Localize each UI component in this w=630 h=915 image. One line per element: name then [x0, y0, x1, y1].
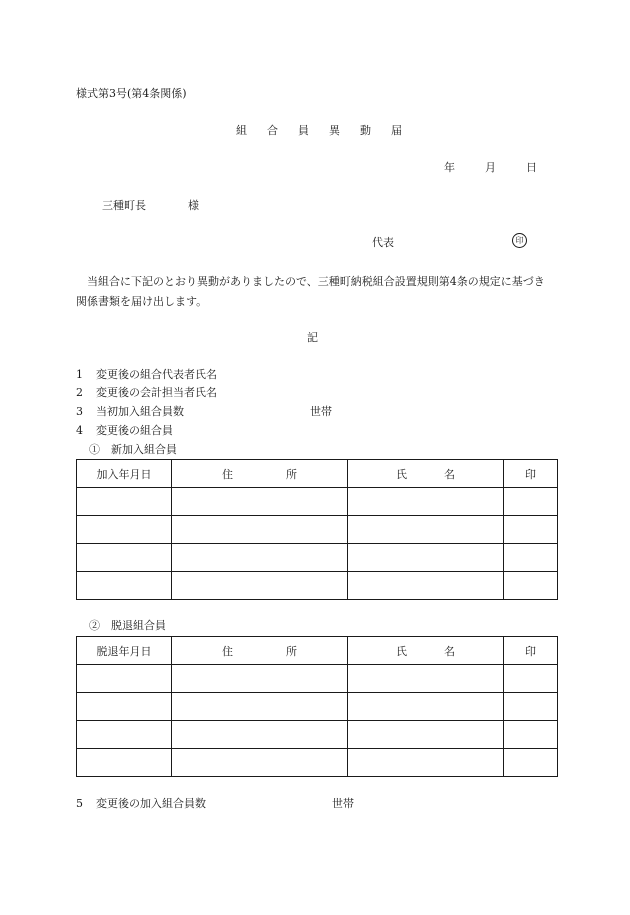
header-seal: 印: [504, 460, 558, 488]
table-row: [77, 721, 558, 749]
header-address: 住 所: [172, 637, 348, 665]
table-cell[interactable]: [77, 665, 172, 693]
table-row: [77, 693, 558, 721]
date-year: 年: [444, 161, 455, 174]
table-cell[interactable]: [77, 749, 172, 777]
addressee: [102, 199, 199, 212]
list-item: [76, 405, 376, 418]
table-cell[interactable]: [348, 693, 504, 721]
table-cell[interactable]: [77, 572, 172, 600]
table-new-caption: ① 新加入組合員: [89, 443, 177, 456]
item-unit: 世帯: [332, 797, 354, 810]
table-cell[interactable]: [348, 572, 504, 600]
table-cell[interactable]: [504, 488, 558, 516]
table-cell[interactable]: [77, 693, 172, 721]
table-cell[interactable]: [504, 749, 558, 777]
table-cell[interactable]: [348, 665, 504, 693]
item-number: 1: [76, 368, 83, 381]
table-row: [77, 488, 558, 516]
table-cell[interactable]: [348, 544, 504, 572]
title-char: 員: [298, 124, 309, 137]
table-cell[interactable]: [172, 488, 348, 516]
list-item: [76, 368, 217, 381]
ki-heading: 記: [307, 331, 318, 344]
header-name: 氏 名: [348, 637, 504, 665]
table-row: [77, 572, 558, 600]
item-text: 当初加入組合員数: [96, 405, 184, 418]
item-number: 5: [76, 797, 83, 810]
table-cell[interactable]: [504, 693, 558, 721]
title-char: 組: [236, 124, 247, 137]
title-char: 異: [329, 124, 340, 137]
representative-label: 代表: [372, 236, 394, 249]
table-row: [77, 749, 558, 777]
table-cell[interactable]: [172, 693, 348, 721]
item-number: 4: [76, 424, 83, 437]
table-row: [77, 665, 558, 693]
item-text: 変更後の会計担当者氏名: [96, 386, 217, 399]
table-cell[interactable]: [504, 572, 558, 600]
table-header-row: [77, 460, 558, 488]
header-leave-date: 脱退年月日: [77, 637, 172, 665]
table-cell[interactable]: [77, 721, 172, 749]
header-seal: 印: [504, 637, 558, 665]
table-row: [77, 516, 558, 544]
table-cell[interactable]: [77, 488, 172, 516]
new-members-table: [76, 459, 558, 600]
table-cell[interactable]: [504, 516, 558, 544]
table-cell[interactable]: [348, 721, 504, 749]
table-cell[interactable]: [504, 544, 558, 572]
addressee-honorific: 様: [188, 199, 199, 212]
title-char: 動: [360, 124, 371, 137]
table-cell[interactable]: [504, 665, 558, 693]
addressee-name: 三種町長: [102, 199, 146, 212]
item-unit: 世帯: [310, 405, 332, 418]
date-day: 日: [526, 161, 537, 174]
header-name: 氏 名: [348, 460, 504, 488]
table-cell[interactable]: [348, 516, 504, 544]
table-cell[interactable]: [77, 516, 172, 544]
table-cell[interactable]: [504, 721, 558, 749]
list-item: [76, 797, 376, 810]
table-cell[interactable]: [172, 665, 348, 693]
table-leave-caption: ② 脱退組合員: [89, 619, 166, 632]
table-cell[interactable]: [348, 749, 504, 777]
header-address: 住 所: [172, 460, 348, 488]
title-char: 届: [391, 124, 402, 137]
table-cell[interactable]: [172, 721, 348, 749]
table-cell[interactable]: [172, 749, 348, 777]
table-row: [77, 544, 558, 572]
date-line: [444, 161, 537, 174]
table-cell[interactable]: [348, 488, 504, 516]
item-text: 変更後の加入組合員数: [96, 797, 206, 810]
table-cell[interactable]: [172, 572, 348, 600]
list-item: [76, 386, 217, 399]
item-text: 変更後の組合代表者氏名: [96, 368, 217, 381]
body-text: 当組合に下記のとおり異動がありましたので、三種町納税組合設置規則第4条の規定に基づき関係書類を届け出します。: [76, 275, 545, 308]
item-number: 3: [76, 405, 83, 418]
seal-mark: 印: [512, 233, 527, 248]
header-join-date: 加入年月日: [77, 460, 172, 488]
leaving-members-table: [76, 636, 558, 777]
list-item: [76, 424, 173, 437]
table-cell[interactable]: [172, 516, 348, 544]
table-header-row: [77, 637, 558, 665]
form-number: 様式第3号(第4条関係): [76, 87, 187, 100]
item-number: 2: [76, 386, 83, 399]
document-title: [236, 124, 402, 137]
table-cell[interactable]: [172, 544, 348, 572]
title-char: 合: [267, 124, 278, 137]
item-text: 変更後の組合員: [96, 424, 173, 437]
date-month: 月: [485, 161, 496, 174]
table-cell[interactable]: [77, 544, 172, 572]
